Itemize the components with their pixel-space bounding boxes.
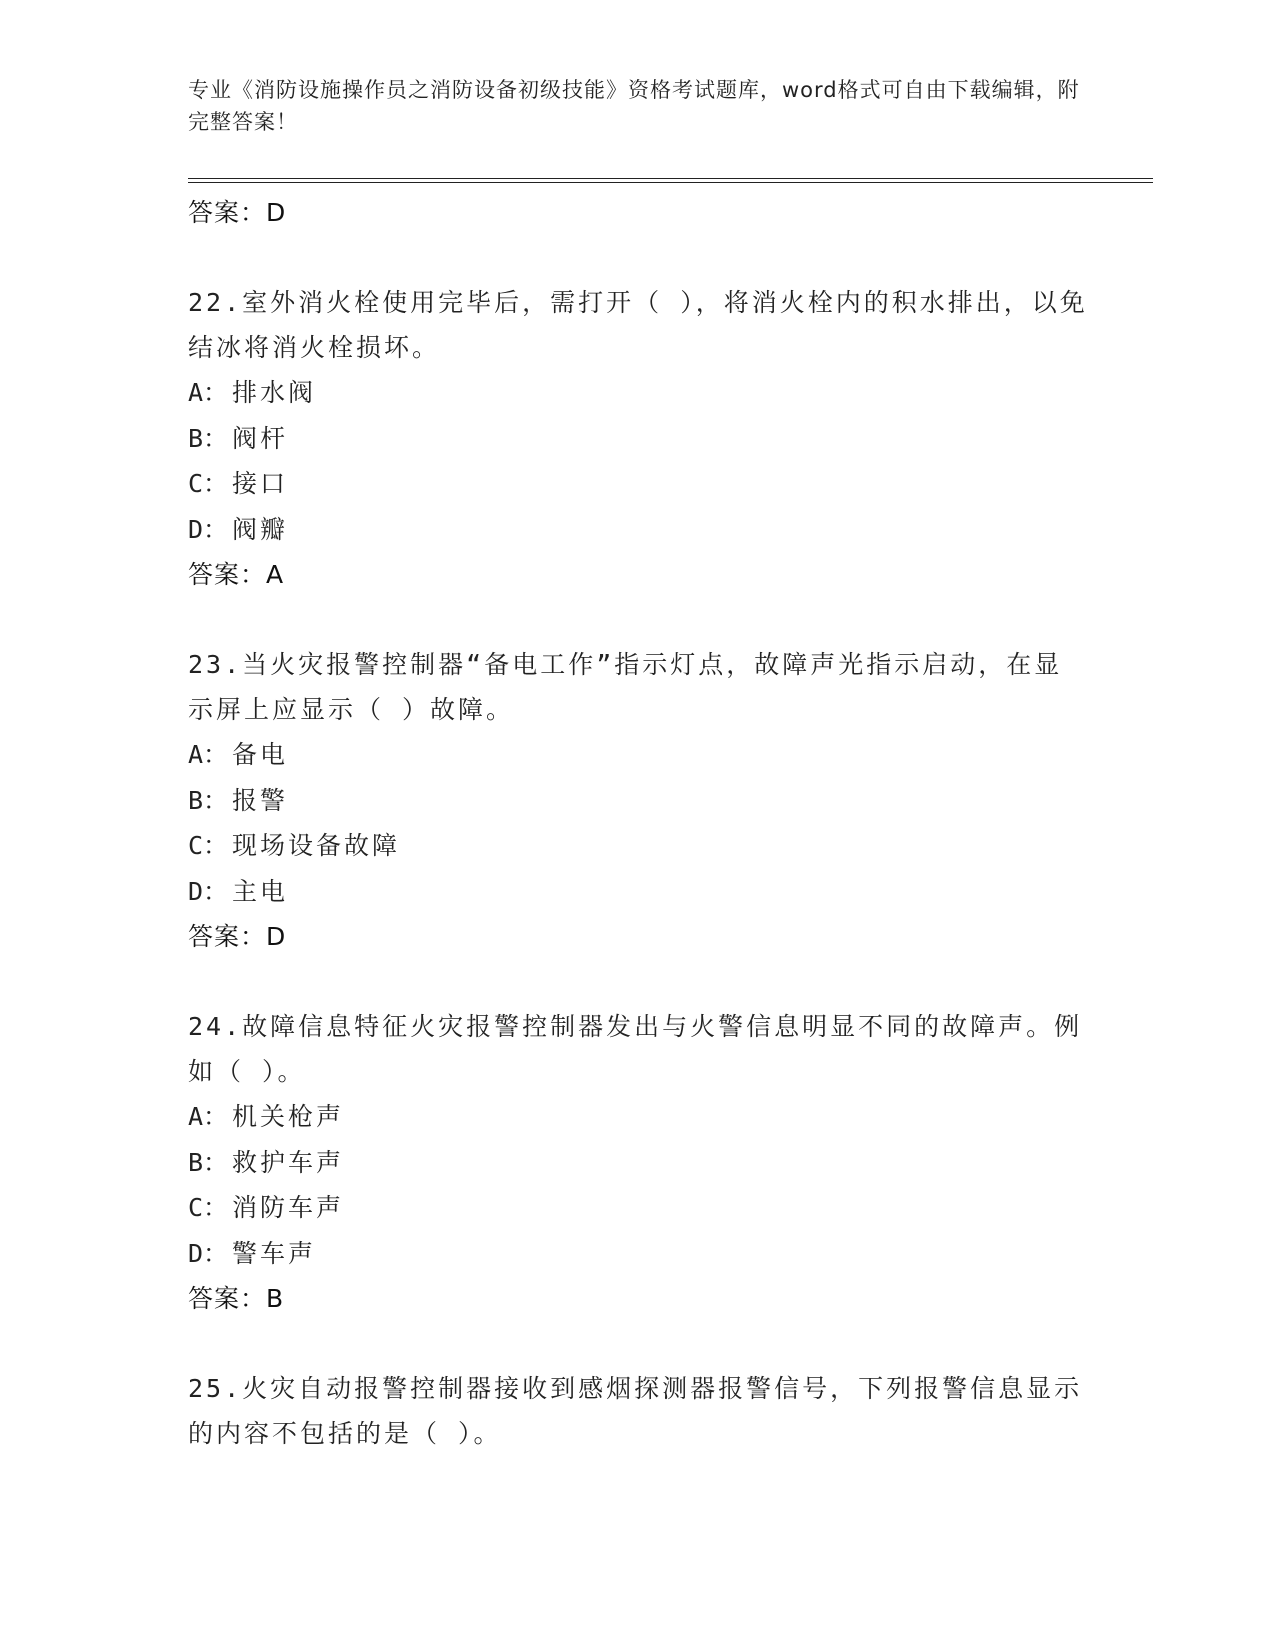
option-b: [188, 778, 1088, 824]
option-text: 警车声: [232, 1238, 317, 1268]
option-a: [188, 732, 1088, 778]
question-23: [188, 642, 1088, 960]
option-text: 阀杆: [232, 423, 289, 453]
option-label: A：: [188, 1102, 229, 1131]
option-label: B：: [188, 785, 229, 815]
question-stem: 22.室外消火栓使用完毕后，需打开（ ），将消火栓内的积水排出，以免结冰将消火栓损坏。: [188, 288, 1088, 362]
option-text: 备电: [232, 740, 289, 769]
option-d: [188, 1231, 1088, 1277]
option-text: 报警: [232, 785, 289, 815]
answer-line: 答案：B: [188, 1284, 285, 1313]
document-header: 专业《消防设施操作员之消防设备初级技能》资格考试题库，word格式可自由下载编辑，附完整答案！: [188, 78, 1080, 134]
option-text: 阀瓣: [232, 514, 289, 544]
question-25: [188, 1366, 1088, 1456]
question-24: [188, 1004, 1088, 1322]
spacer: [188, 960, 1088, 1004]
option-label: D：: [188, 1238, 229, 1268]
option-text: 消防车声: [232, 1193, 345, 1222]
option-c: [188, 823, 1088, 869]
spacer: [188, 1322, 1088, 1366]
option-text: 救护车声: [232, 1147, 345, 1177]
option-label: C：: [188, 469, 229, 498]
question-22: [188, 280, 1088, 598]
option-label: C：: [188, 1193, 229, 1222]
option-a: [188, 370, 1088, 416]
question-list: [188, 190, 1088, 1456]
option-a: [188, 1094, 1088, 1140]
option-text: 机关枪声: [232, 1102, 345, 1131]
spacer: [188, 598, 1088, 642]
option-label: C：: [188, 831, 229, 860]
question-stem: 23.当火灾报警控制器“备电工作”指示灯点，故障声光指示启动，在显示屏上应显示（ ）故障。: [188, 650, 1063, 724]
option-label: B：: [188, 1147, 229, 1177]
option-label: B：: [188, 423, 229, 453]
header-divider: [188, 178, 1153, 183]
option-label: D：: [188, 514, 229, 544]
option-d: [188, 507, 1088, 553]
spacer: [188, 236, 1088, 280]
option-label: A：: [188, 378, 229, 407]
previous-answer: 答案：D: [188, 198, 287, 227]
answer-line: 答案：D: [188, 922, 287, 951]
option-text: 排水阀: [232, 378, 317, 407]
option-b: [188, 416, 1088, 462]
option-b: [188, 1140, 1088, 1186]
question-stem: 24.故障信息特征火灾报警控制器发出与火警信息明显不同的故障声。例如（ ）。: [188, 1012, 1083, 1086]
option-d: [188, 869, 1088, 915]
option-c: [188, 1185, 1088, 1231]
question-stem: 25.火灾自动报警控制器接收到感烟探测器报警信号，下列报警信息显示的内容不包括的是（ ）。: [188, 1374, 1083, 1448]
option-text: 接口: [232, 469, 289, 498]
option-label: A：: [188, 740, 229, 769]
option-text: 主电: [232, 876, 289, 906]
option-label: D：: [188, 876, 229, 906]
answer-line: 答案：A: [188, 560, 285, 589]
option-text: 现场设备故障: [232, 831, 401, 860]
option-c: [188, 461, 1088, 507]
